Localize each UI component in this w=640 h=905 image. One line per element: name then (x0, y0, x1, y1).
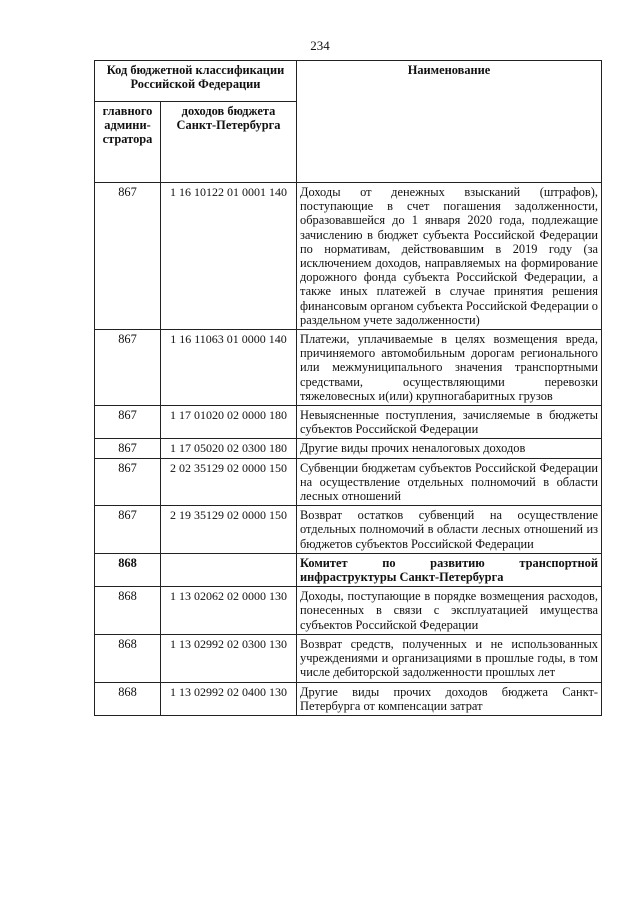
table-row (95, 553, 602, 586)
name-cell: Возврат средств, полученных и не использованных учреждениями и организациями в прошлые годы, в том числе дебиторской задолженности прошлых лет (297, 634, 602, 682)
income-code-cell: 2 19 35129 02 0000 150 (161, 506, 297, 554)
name-cell: Комитет по развитию транспортной инфраструктуры Санкт-Петербурга (297, 553, 602, 586)
budget-classification-table (94, 60, 602, 716)
income-code-cell: 1 13 02062 02 0000 130 (161, 587, 297, 635)
header-income: доходов бюджета Санкт-Петербурга (161, 102, 297, 183)
table-row (95, 183, 602, 330)
name-cell: Доходы, поступающие в порядке возмещения расходов, понесенных в связи с эксплуатацией имущества субъектов Российской Федерации (297, 587, 602, 635)
name-cell: Доходы от денежных взысканий (штрафов), поступающие в счет погашения задолженности, образовавшейся до 1 января 2020 года, подлежащие зачислению в бюджет субъекта Российской Федерации по нормативам, действовавшим в 2019 году (за исключением доходов, направляемых на формирование дорожного фонда субъекта Российской Федерации, а также иных платежей в случае принятия решения финансовым органом субъекта Российской Федерации о раздельном учете задолженности) (297, 183, 602, 330)
admin-code-cell: 868 (95, 587, 161, 635)
admin-code-cell: 867 (95, 458, 161, 506)
table-row (95, 682, 602, 715)
income-code-cell (161, 553, 297, 586)
admin-code-cell: 868 (95, 682, 161, 715)
income-code-cell: 1 16 11063 01 0000 140 (161, 330, 297, 406)
table-row (95, 439, 602, 458)
admin-code-cell: 867 (95, 330, 161, 406)
admin-code-cell: 867 (95, 406, 161, 439)
page-number: 234 (310, 38, 330, 53)
income-code-cell: 1 13 02992 02 0300 130 (161, 634, 297, 682)
income-code-cell: 1 16 10122 01 0001 140 (161, 183, 297, 330)
name-cell: Другие виды прочих неналоговых доходов (297, 439, 602, 458)
income-code-cell: 1 17 01020 02 0000 180 (161, 406, 297, 439)
income-code-cell: 2 02 35129 02 0000 150 (161, 458, 297, 506)
table-row (95, 587, 602, 635)
header-group-label: Код бюджетной классификации Российской Федерации (95, 61, 297, 102)
admin-code-cell: 867 (95, 506, 161, 554)
admin-code-cell: 867 (95, 439, 161, 458)
table-row (95, 406, 602, 439)
header-name: Наименование (297, 61, 602, 183)
name-cell: Возврат остатков субвенций на осуществление отдельных полномочий в области лесных отношений из бюджетов субъектов Российской Федерации (297, 506, 602, 554)
admin-code-cell: 868 (95, 553, 161, 586)
income-code-cell: 1 13 02992 02 0400 130 (161, 682, 297, 715)
name-cell: Субвенции бюджетам субъектов Российской Федерации на осуществление отдельных полномочий в области лесных отношений (297, 458, 602, 506)
table-row (95, 634, 602, 682)
name-cell: Платежи, уплачиваемые в целях возмещения вреда, причиняемого автомобильным дорогам регионального или межмуниципального значения транспортными средствами, осуществляющими перевозки тяжеловесных и(или) крупногабаритных грузов (297, 330, 602, 406)
table-row (95, 506, 602, 554)
name-cell: Невыясненные поступления, зачисляемые в бюджеты субъектов Российской Федерации (297, 406, 602, 439)
admin-code-cell: 867 (95, 183, 161, 330)
table-row (95, 330, 602, 406)
admin-code-cell: 868 (95, 634, 161, 682)
income-code-cell: 1 17 05020 02 0300 180 (161, 439, 297, 458)
table-row (95, 458, 602, 506)
header-admin: главного админи-стратора (95, 102, 161, 183)
name-cell: Другие виды прочих доходов бюджета Санкт-Петербурга от компенсации затрат (297, 682, 602, 715)
